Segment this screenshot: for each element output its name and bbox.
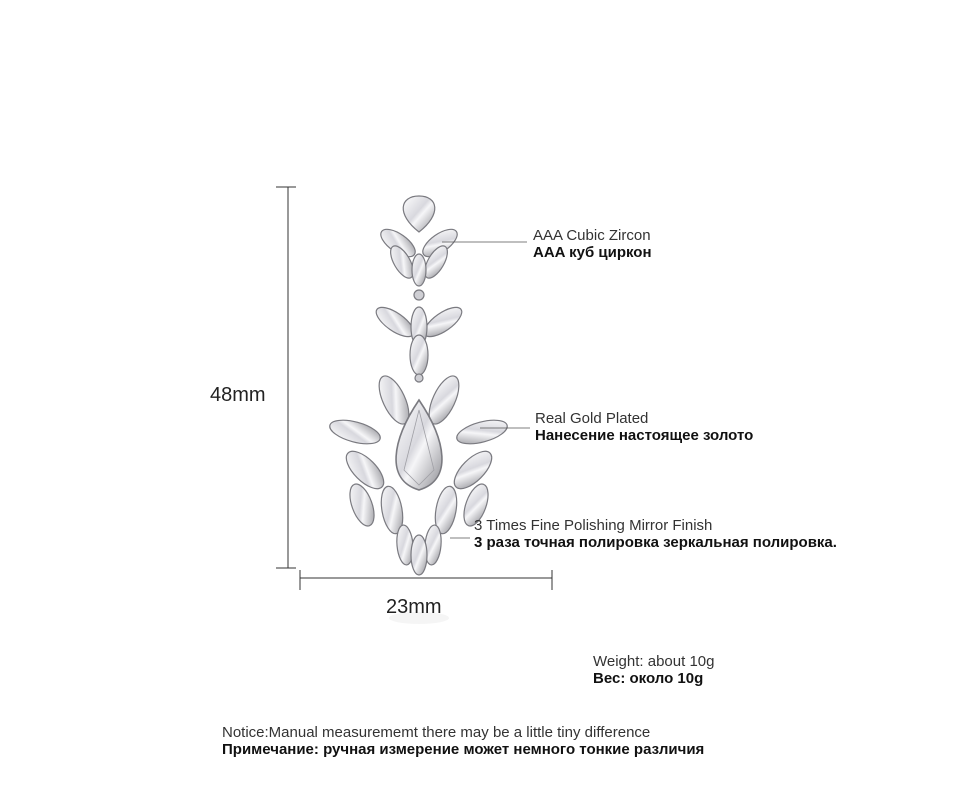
height-dimension-line — [276, 187, 296, 568]
callout-ru: Нанесение настоящее золото — [535, 427, 754, 444]
callout-gold-plated — [535, 410, 753, 444]
height-label: 48mm — [210, 384, 266, 406]
callout-ru: 3 раза точная полировка зеркальная полировка. — [474, 534, 837, 551]
notice — [222, 724, 704, 758]
callout-ru: AAA куб циркон — [533, 244, 652, 261]
notice-ru: Примечание: ручная измерение может немного тонкие различия — [222, 741, 705, 758]
width-dimension-line — [300, 570, 552, 590]
weight-info — [593, 653, 714, 687]
callout-en: Real Gold Plated — [535, 410, 649, 427]
callout-en: 3 Times Fine Polishing Mirror Finish — [474, 517, 713, 534]
weight-en: Weight: about 10g — [593, 653, 715, 670]
weight-ru: Вес: около 10g — [593, 670, 704, 687]
callout-en: AAA Cubic Zircon — [533, 227, 651, 244]
callout-cubic-zircon — [533, 227, 652, 261]
notice-en: Notice:Manual measurememt there may be a little tiny difference — [222, 724, 651, 741]
width-label: 23mm — [386, 596, 442, 618]
callout-polishing — [474, 517, 837, 551]
